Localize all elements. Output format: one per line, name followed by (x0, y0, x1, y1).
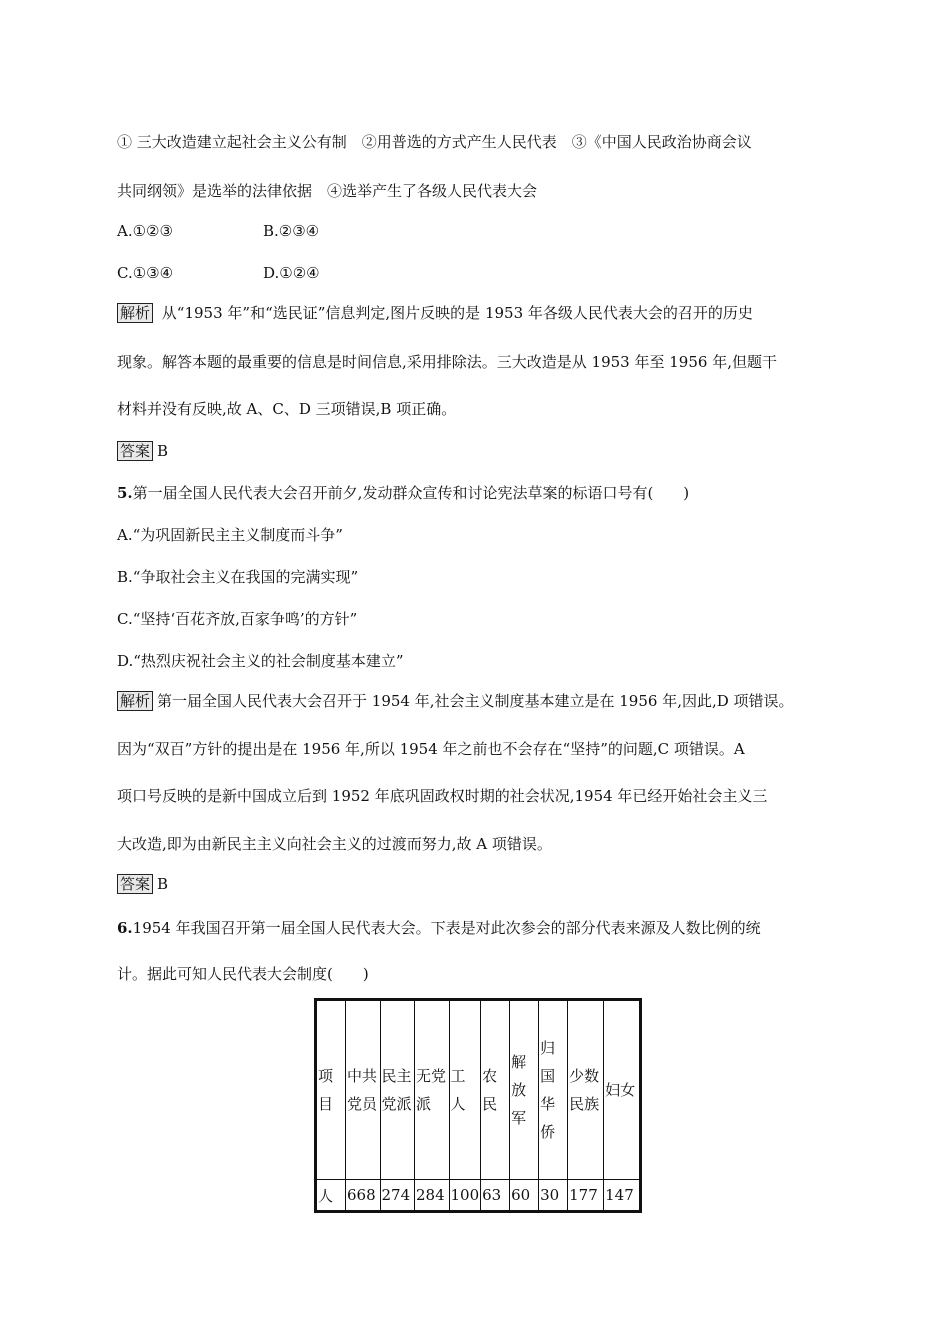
question-number: 6. (117, 919, 133, 937)
table-header-cell: 中共党员 (346, 1000, 381, 1180)
table-row (316, 1180, 641, 1212)
table-header-cell: 少数民族 (568, 1000, 604, 1180)
table-header-cell: 工人 (449, 1000, 481, 1180)
q5-option-d: D.“热烈庆祝社会主义的社会制度基本建立” (117, 652, 404, 670)
question-number: 5. (117, 484, 133, 502)
table-row-label: 人 (316, 1180, 346, 1212)
q5-option-b: B.“争取社会主义在我国的完满实现” (117, 568, 359, 586)
q5-answer (117, 873, 168, 895)
question-text: 第一届全国人民代表大会召开前夕,发动群众宣传和讨论宪法草案的标语口号有( ) (132, 484, 690, 502)
q5-analysis-line-3: 项口号反映的是新中国成立后到 1952 年底巩固政权时期的社会状况,1954 年已经开始社会主义三 (117, 787, 768, 805)
table-header-cell: 农民 (481, 1000, 510, 1180)
table-header-cell: 妇女 (604, 1000, 641, 1180)
table-cell: 30 (539, 1180, 568, 1212)
table-cell: 274 (380, 1180, 415, 1212)
analysis-tag: 解析 (117, 691, 153, 711)
answer-tag: 答案 (117, 874, 153, 894)
table-header-cell: 无党派 (415, 1000, 450, 1180)
q4-answer (117, 440, 168, 462)
q4-option-d: D.①②④ (263, 264, 320, 282)
q4-analysis-line-2: 现象。解答本题的最重要的信息是时间信息,采用排除法。三大改造是从 1953 年至 1956 年,但题干 (117, 353, 777, 371)
table-header-cell: 解放军 (510, 1000, 539, 1180)
analysis-tag: 解析 (117, 303, 153, 323)
q5-option-c: C.“坚持‘百花齐放,百家争鸣’的方针” (117, 610, 358, 628)
table-header-cell: 民主党派 (380, 1000, 415, 1180)
q4-option-a: A.①②③ (117, 222, 173, 240)
q4-option-c: C.①③④ (117, 264, 174, 282)
delegate-table (314, 998, 642, 1213)
q5-analysis-line-1 (117, 690, 794, 712)
table-cell: 60 (510, 1180, 539, 1212)
q4-analysis-line-3: 材料并没有反映,故 A、C、D 三项错误,B 项正确。 (117, 400, 457, 418)
table-cell: 284 (415, 1180, 450, 1212)
analysis-text: 从“1953 年”和“选民证”信息判定,图片反映的是 1953 年各级人民代表大会的召开的历史 (161, 304, 753, 322)
table-cell: 177 (568, 1180, 604, 1212)
q5-option-a: A.“为巩固新民主主义制度而斗争” (117, 526, 343, 544)
q5-stem (117, 482, 689, 504)
question-text: 1954 年我国召开第一届全国人民代表大会。下表是对此次参会的部分代表来源及人数比例的统 (132, 919, 761, 937)
q5-analysis-line-4: 大改造,即为由新民主主义向社会主义的过渡而努力,故 A 项错误。 (117, 835, 552, 853)
table-header-cell: 归国华侨 (539, 1000, 568, 1180)
table-cell: 147 (604, 1180, 641, 1212)
q5-analysis-line-2: 因为“双百”方针的提出是在 1956 年,所以 1954 年之前也不会存在“坚持”的问题,C 项错误。A (117, 740, 745, 758)
table-cell: 100 (449, 1180, 481, 1212)
q6-stem-line-2: 计。据此可知人民代表大会制度( ) (117, 965, 369, 983)
answer-tag: 答案 (117, 441, 153, 461)
q4-statement-line-2: 共同纲领》是选举的法律依据 ④选举产生了各级人民代表大会 (117, 182, 538, 200)
answer-value: B (157, 875, 169, 893)
answer-value: B (157, 442, 169, 460)
analysis-text: 第一届全国人民代表大会召开于 1954 年,社会主义制度基本建立是在 1956 年,因此,D 项错误。 (157, 692, 794, 710)
q4-statement-line-1: ① 三大改造建立起社会主义公有制 ②用普选的方式产生人民代表 ③《中国人民政治协商会议 (117, 133, 752, 151)
table-cell: 668 (346, 1180, 381, 1212)
q6-stem-line-1 (117, 917, 761, 939)
table-header-row (316, 1000, 641, 1180)
table-header-cell: 项目 (316, 1000, 346, 1180)
q4-analysis-line-1 (117, 302, 753, 324)
table-cell: 63 (481, 1180, 510, 1212)
q4-option-b: B.②③④ (263, 222, 320, 240)
